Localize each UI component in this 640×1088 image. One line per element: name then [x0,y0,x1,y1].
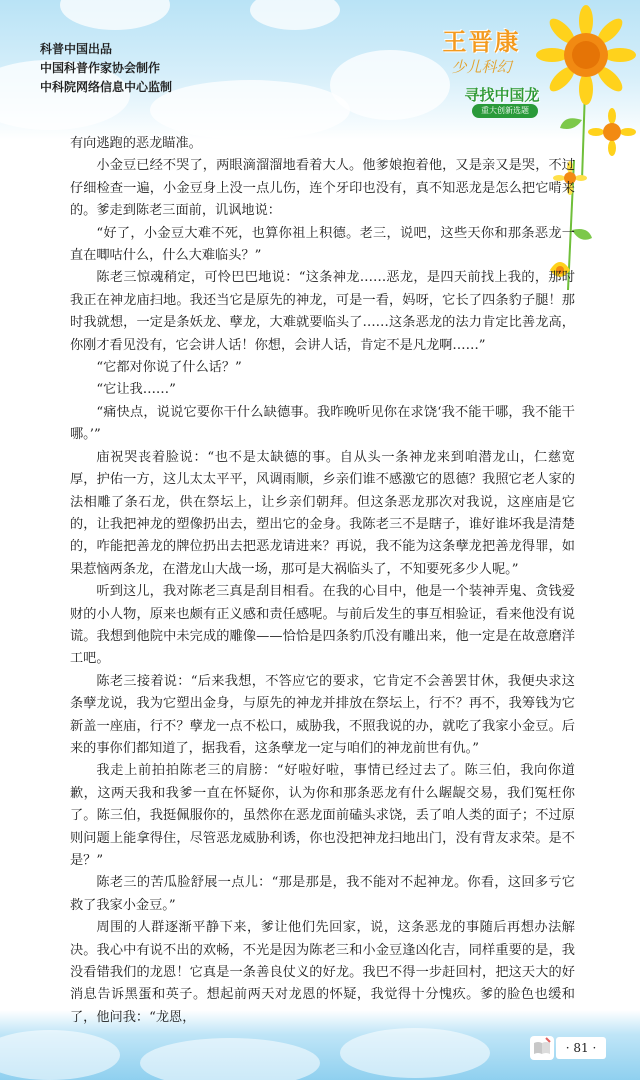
series-title: 寻找中国龙 [464,86,540,104]
paragraph: “好了，小金豆大难不死，也算你祖上积德。老三，说吧，这些天你和那条恶龙一直在唧咕什么，什么大难临头？” [70,225,575,264]
paragraph: “痛快点，说说它要你干什么缺德事。我昨晚听见你在求饶‘我不能干哪，我不能干哪。’” [70,404,575,443]
publisher-credits [40,40,172,97]
credit-line: 中科院网络信息中心监制 [40,80,173,94]
paragraph: 小金豆已经不哭了，两眼滴溜溜地看着大人。他爹娘抱着他，又是亲又是哭，不过仔细检查一遍，小金豆身上没一点儿伤，连个牙印也没有，真不知恶龙是怎么把它啃来的。爹走到陈老三面前，讥讽地说： [70,158,575,219]
paragraph: “它让我……” [96,382,176,398]
paragraph: “它都对你说了什么话？” [96,360,242,376]
credit-line: 中国科普作家协会制作 [40,61,161,75]
brand-subtitle: 少儿科幻 [451,58,512,76]
brand-title: 王晋康 [442,28,521,56]
book-icon [530,1036,554,1060]
paragraph: 庙祝哭丧着脸说：“也不是太缺德的事。自从头一条神龙来到咱潜龙山，仁慈宽厚，护佑一方，这儿太太平平，风调雨顺，乡亲们谁不感激它的恩德？我照它老人家的法相雕了条石龙，供在祭坛上，让乡亲们朝拜。但这条恶龙那次对我说，这座庙是它的，让我把神龙的塑像扔出去，塑出它的金身。我陈老三不是瞎子，谁好谁坏我是清楚的，咋能把善龙的牌位扔出去把恶龙请进来？再说，我不能为这条孽龙把善龙得罪，如果惹恼两条龙，在潜龙山大战一场，那可是大祸临头了，不知要死多少人呢。” [70,449,575,577]
paragraph: 陈老三接着说：“后来我想，不答应它的要求，它肯定不会善罢甘休，我便央求这条孽龙说，我为它塑出金身，与原先的神龙并排放在祭坛上，行不？再不，我筹钱为它新盖一座庙，行不？孽龙一点不松口，威胁我，不照我说的办，就吃了我家小金豆。后来的事你们都知道了，据我看，这条孽龙一定与咱们的神龙前世有仇。” [70,673,575,756]
paragraph: 陈老三惊魂稍定，可怜巴巴地说：“这条神龙……恶龙，是四天前找上我的，那时我正在神龙庙扫地。我还当它是原先的神龙，可是一看，妈呀，它长了四条豹子腿！那时我就想，一定是条妖龙、孽龙，大难就要临头了……这条恶龙的法力肯定比善龙高，你刚才看见没有，它会讲人话！你想，会讲人话，肯定不是凡龙啊……” [70,270,575,353]
series-badge: 重大创新选题 [472,104,538,118]
page-number: · 81 · [556,1037,606,1059]
paragraph: 我走上前拍拍陈老三的肩膀：“好啦好啦，事情已经过去了。陈三伯，我向你道歉，这两天我和我爹一直在怀疑你，认为你和那条恶龙有什么龌龊交易，我们冤枉你了。陈三伯，我挺佩服你的，虽然你在恶龙面前磕头求饶，丢了咱人类的面子；不过原则问题上能拿得住，尽管恶龙威胁利诱，你也没把神龙扫地出门，没有背友求荣。是不是？” [70,763,575,868]
credit-line: 科普中国出品 [40,42,113,56]
paragraph: 陈老三的苦瓜脸舒展一点儿：“那是那是，我不能对不起神龙。你看，这回多亏它救了我家小金豆。” [70,875,575,913]
paragraph: 周围的人群逐渐平静下来，爹让他们先回家，说，这条恶龙的事随后再想办法解决。我心中有说不出的欢畅，不光是因为陈老三和小金豆逢凶化吉，同样重要的是，我没看错我们的龙恩！它真是一条善良仗义的好龙。我巴不得一步赶回村，把这天大的好消息告诉黑蛋和英子。想起前两天对龙恩的怀疑，我觉得十分愧疚。爹的脸色也缓和了，他问我：“龙恩， [70,920,575,1025]
story-text [70,133,575,1029]
paragraph: 有向逃跑的恶龙瞄准。 [70,136,202,151]
paragraph: 听到这儿，我对陈老三真是刮目相看。在我的心目中，他是一个装神弄鬼、贪钱爱财的小人物，原来也颇有正义感和责任感呢。与前后发生的事互相验证，看来他没有说谎。我想到他院中未完成的雕像——恰恰是四条豹爪没有雕出来，他一定是在故意磨洋工吧。 [70,584,575,667]
